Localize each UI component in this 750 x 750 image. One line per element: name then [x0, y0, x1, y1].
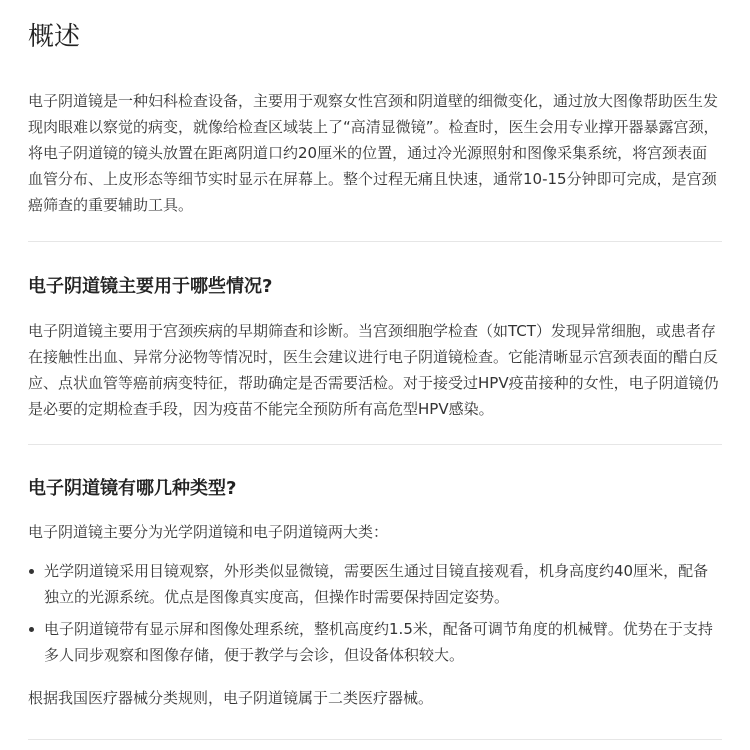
page-title: 概述: [28, 22, 81, 52]
types-bullet-list: [28, 558, 722, 668]
section-divider: [28, 241, 722, 242]
section-divider: [28, 739, 722, 740]
intro-paragraph: 电子阴道镜是一种妇科检查设备，主要用于观察女性宫颈和阴道壁的细微变化，通过放大图像帮助医生发现肉眼难以察觉的病变，就像给检查区域装上了“高清显微镜”。检查时，医生会用专业撑开器暴露宫颈，将电子阴道镜的镜头放置在距离阴道口约20厘米的位置，通过冷光源照射和图像采集系统，将宫颈表面血管分布、上皮形态等细节实时显示在屏幕上。整个过程无痛且快速，通常10-15分钟即可完成，是宫颈癌筛查的重要辅助工具。: [28, 92, 719, 214]
bullet-dot-icon: [29, 627, 34, 632]
bullet-dot-icon: [29, 569, 34, 574]
section-divider: [28, 444, 722, 445]
section-heading-types: 电子阴道镜有哪几种类型?: [28, 478, 237, 499]
section-heading-usage: 电子阴道镜主要用于哪些情况?: [28, 276, 273, 297]
types-lead-paragraph: 电子阴道镜主要分为光学阴道镜和电子阴道镜两大类：: [28, 523, 389, 541]
list-item: [28, 616, 722, 668]
list-item-text: 光学阴道镜采用目镜观察，外形类似显微镜，需要医生通过目镜直接观看，机身高度约40厘米，配备独立的光源系统。优点是图像真实度高，但操作时需要保持固定姿势。: [44, 562, 709, 606]
list-item: [28, 558, 722, 610]
usage-paragraph: 电子阴道镜主要用于宫颈疾病的早期筛查和诊断。当宫颈细胞学检查（如TCT）发现异常细胞，或患者存在接触性出血、异常分泌物等情况时，医生会建议进行电子阴道镜检查。它能清晰显示宫颈表面的醋白反应、点状血管等癌前病变特征，帮助确定是否需要活检。对于接受过HPV疫苗接种的女性，电子阴道镜仍是必要的定期检查手段，因为疫苗不能完全预防所有高危型HPV感染。: [28, 322, 719, 418]
list-item-text: 电子阴道镜带有显示屏和图像处理系统，整机高度约1.5米，配备可调节角度的机械臂。优势在于支持多人同步观察和图像存储，便于教学与会诊，但设备体积较大。: [44, 620, 713, 664]
types-closing-paragraph: 根据我国医疗器械分类规则，电子阴道镜属于二类医疗器械。: [28, 689, 434, 707]
